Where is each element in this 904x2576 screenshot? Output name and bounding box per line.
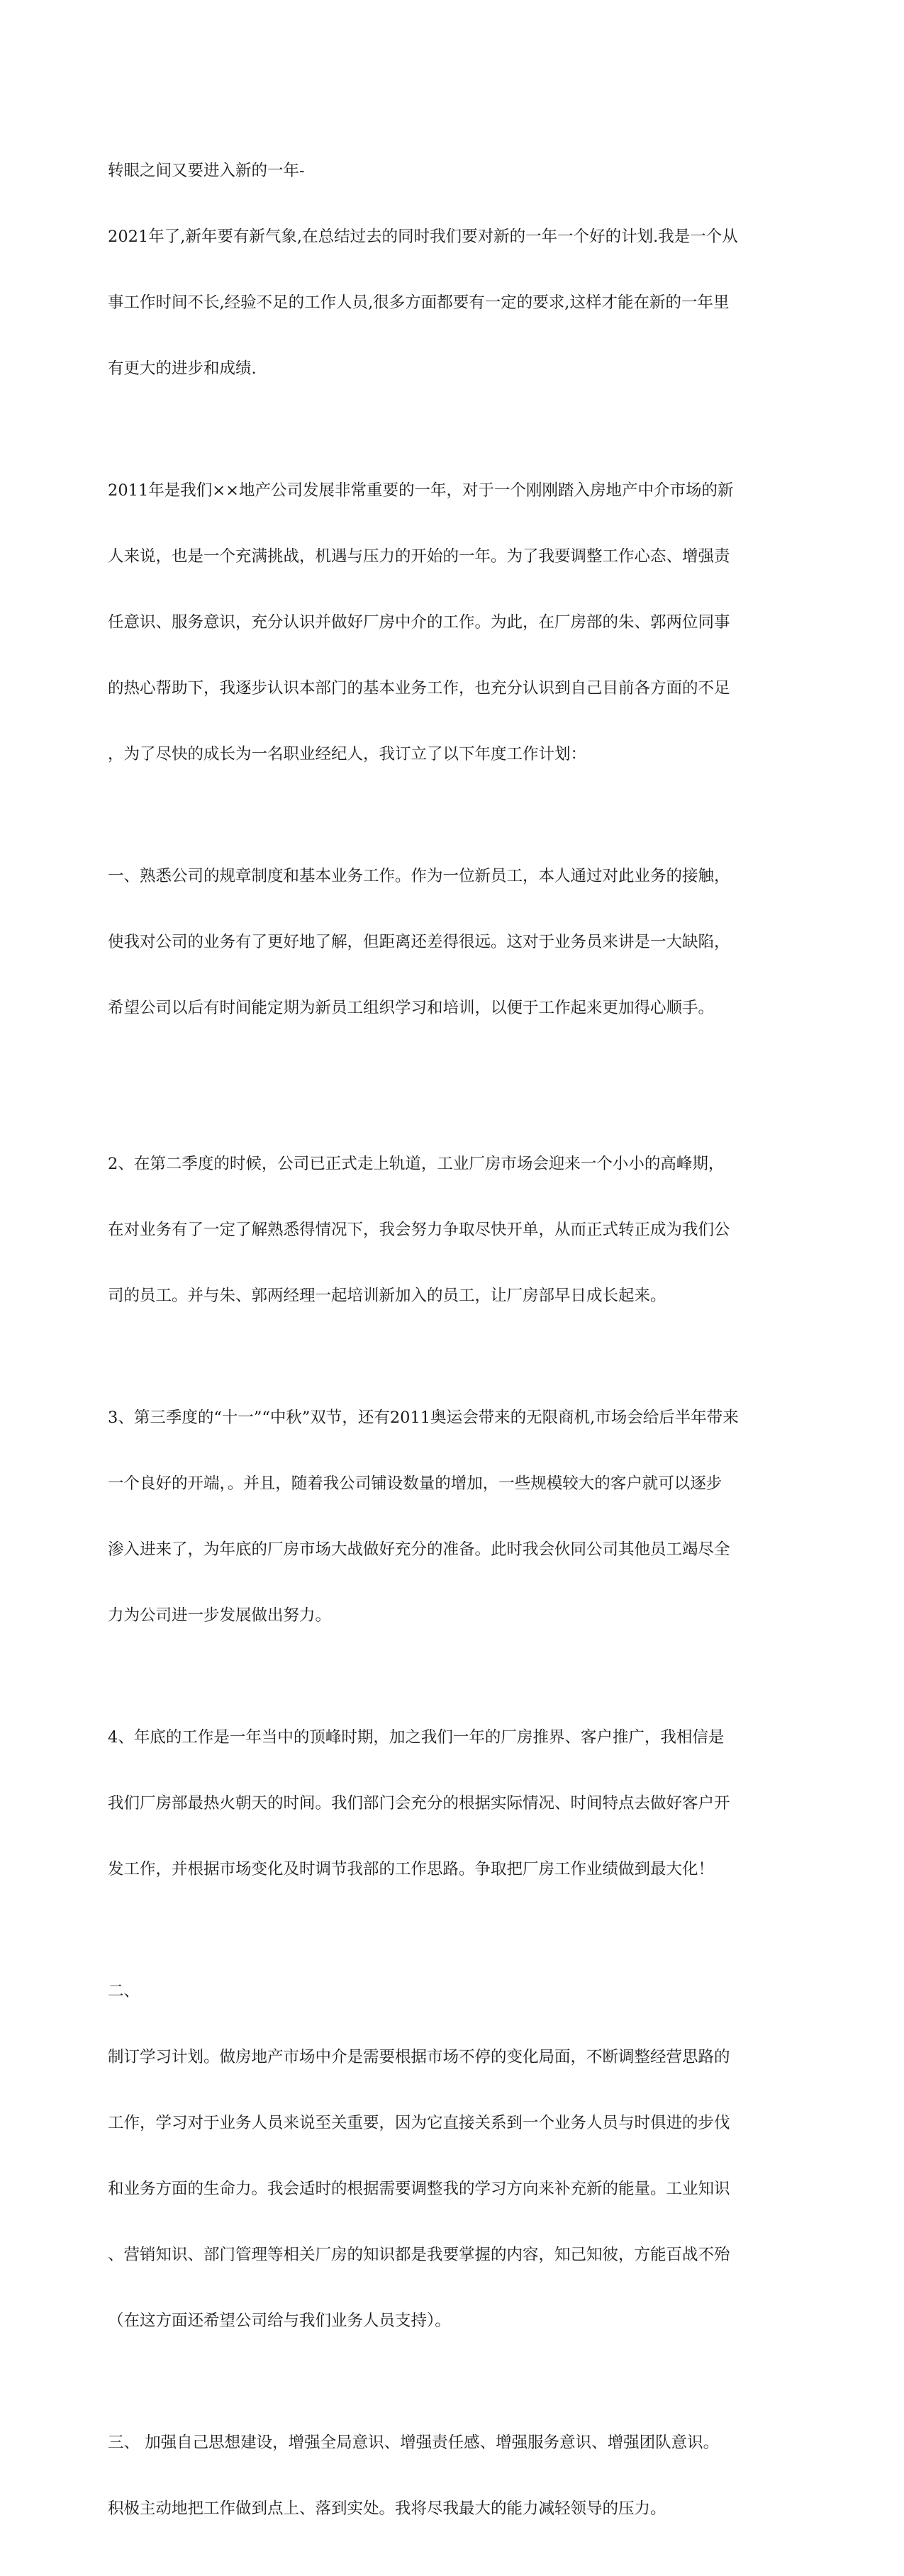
text-line: 使我对公司的业务有了更好地了解，但距离还差得很远。这对于业务员来讲是一大缺陷，: [108, 933, 730, 951]
text-line: 我们厂房部最热火朝天的时间。我们部门会充分的根据实际情况、时间特点去做好客户开: [108, 1794, 730, 1813]
text-line: 2、在第二季度的时候，公司已正式走上轨道，工业厂房市场会迎来一个小小的高峰期，: [108, 1155, 725, 1173]
text-line: （在这方面还希望公司给与我们业务人员支持）。: [108, 2312, 451, 2330]
blank-spacer: [108, 1075, 799, 1109]
text-line: 积极主动地把工作做到点上、落到实处。我将尽我最大的能力减轻领导的压力。: [108, 2499, 666, 2518]
text-line: 的热心帮助下，我逐步认识本部门的基本业务工作，也充分认识到自己目前各方面的不足: [108, 679, 730, 698]
text-line: 转眼之间又要进入新的一年-: [108, 162, 305, 180]
text-line: 人来说，也是一个充满挑战，机遇与压力的开始的一年。为了我要调整工作心态、增强责: [108, 547, 730, 566]
text-line: 司的员工。并与朱、郭两经理一起培训新加入的员工，让厂房部早日成长起来。: [108, 1287, 666, 1305]
text-line: 二、: [108, 1982, 140, 2000]
text-line: 4、年底的工作是一年当中的顶峰时期，加之我们一年的厂房推界、客户推广，我相信是: [108, 1728, 725, 1747]
text-line: 发工作，并根据市场变化及时调节我部的工作思路。争取把厂房工作业绩做到最大化！: [108, 1860, 715, 1878]
text-line: ，为了尽快的成长为一名职业经纪人，我订立了以下年度工作计划：: [108, 745, 587, 763]
paragraph-item-2: [108, 1109, 799, 1351]
paragraph-2011-overview: [108, 436, 799, 810]
text-line: 任意识、服务意识，充分认识并做好厂房中介的工作。为此，在厂房部的朱、郭两位同事: [108, 613, 730, 632]
text-line: 一个良好的开端，。并且，随着我公司铺设数量的增加，一些规模较大的客户就可以逐步: [108, 1474, 722, 1493]
text-line: 有更大的进步和成绩.: [108, 359, 257, 378]
text-line: 一、熟悉公司的规章制度和基本业务工作。作为一位新员工，本人通过对此业务的接触，: [108, 867, 730, 885]
text-line: 、营销知识、部门管理等相关厂房的知识都是我要掌握的内容，知己知彼，方能百战不殆: [108, 2246, 730, 2264]
document-body: [108, 116, 799, 2576]
text-line: 希望公司以后有时间能定期为新员工组织学习和培训，以便于工作起来更加得心顺手。: [108, 999, 715, 1017]
paragraph-section-three: [108, 2388, 799, 2564]
text-line: 渗入进来了，为年底的厂房市场大战做好充分的准备。此时我会伙同公司其他员工竭尽全: [108, 1540, 730, 1559]
paragraph-intro: [108, 116, 799, 424]
text-line: 2011年是我们××地产公司发展非常重要的一年，对于一个刚刚踏入房地产中介市场的新: [108, 481, 734, 500]
paragraph-section-two: [108, 1937, 799, 2376]
paragraph-section-one: [108, 822, 799, 1063]
text-line: 和业务方面的生命力。我会适时的根据需要调整我的学习方向来补充新的能量。工业知识: [108, 2180, 730, 2198]
text-line: 2021年了,新年要有新气象,在总结过去的同时我们要对新的一年一个好的计划.我是一个从: [108, 228, 738, 246]
paragraph-item-4: [108, 1683, 799, 1925]
text-line: 三、 加强自己思想建设，增强全局意识、增强责任感、增强服务意识、增强团队意识。: [108, 2434, 720, 2452]
text-line: 力为公司进一步发展做出努力。: [108, 1606, 332, 1625]
text-line: 3、第三季度的“十一”“中秋”双节，还有2011奥运会带来的无限商机,市场会给后半年带来: [108, 1409, 739, 1427]
text-line: 制订学习计划。做房地产市场中介是需要根据市场不停的变化局面，不断调整经营思路的: [108, 2048, 730, 2066]
text-line: 工作，学习对于业务人员来说至关重要，因为它直接关系到一个业务人员与时俱进的步伐: [108, 2114, 730, 2132]
text-line: 事工作时间不长,经验不足的工作人员,很多方面都要有一定的要求,这样才能在新的一年里: [108, 293, 730, 312]
paragraph-item-3: [108, 1363, 799, 1671]
text-line: 在对业务有了一定了解熟悉得情况下，我会努力争取尽快开单，从而正式转正成为我们公: [108, 1221, 730, 1239]
